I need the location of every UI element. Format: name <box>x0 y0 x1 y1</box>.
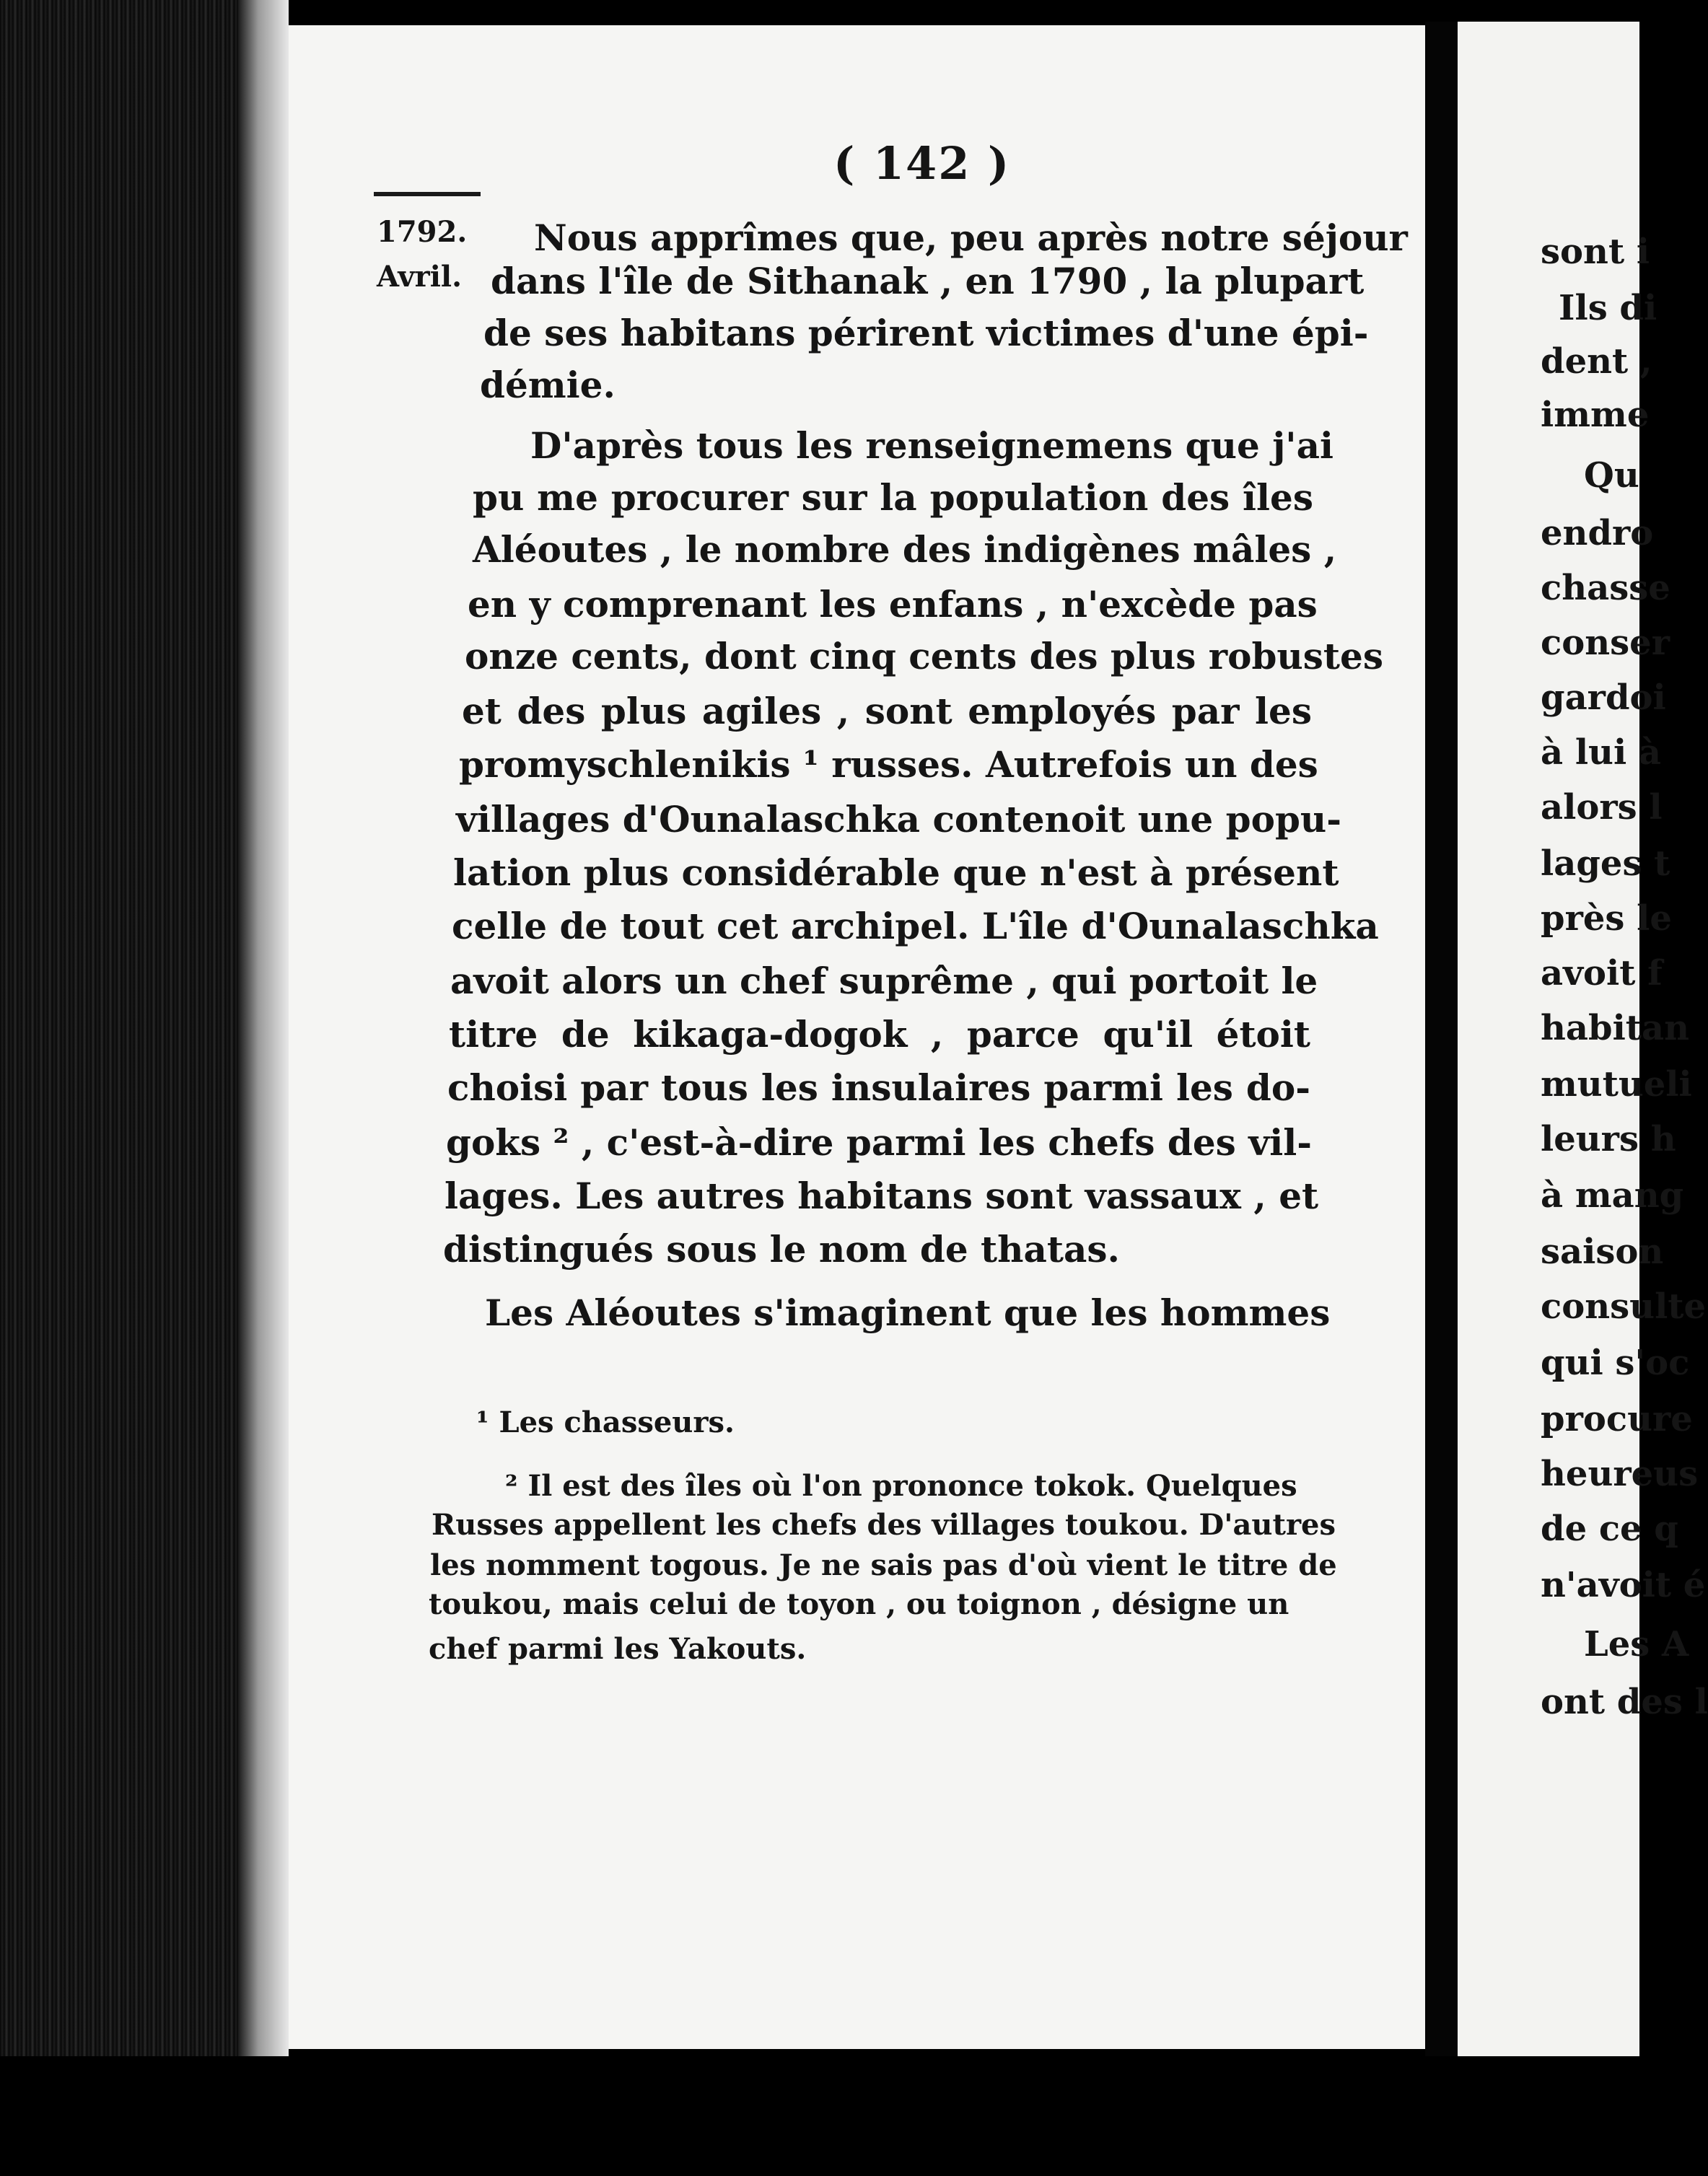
body-line: choisi par tous les insulaires parmi les do- <box>447 1066 1310 1109</box>
page-edge-shading <box>238 0 289 2092</box>
page-number: ( 142 ) <box>833 137 1011 190</box>
facing-line-fragment: mutueli <box>1541 1064 1692 1105</box>
facing-line-fragment: endro <box>1541 513 1654 553</box>
body-line: pu me procurer sur la population des îles <box>473 476 1313 519</box>
body-line: goks ² , c'est-à-dire parmi les chefs des vil- <box>446 1121 1313 1164</box>
facing-line-fragment: sont i <box>1541 232 1650 272</box>
footnote-line: toukou, mais celui de toyon , ou toignon , désigne un <box>429 1587 1289 1621</box>
body-line: lation plus considérable que n'est à présent <box>453 851 1339 894</box>
body-line: en y comprenant les enfans , n'excède pas <box>468 583 1318 626</box>
facing-line-fragment: dent , <box>1541 341 1652 382</box>
facing-line-fragment: saison <box>1541 1232 1664 1272</box>
facing-line-fragment: habitan <box>1541 1008 1689 1048</box>
body-line: distingués sous le nom de thatas. <box>443 1228 1120 1271</box>
facing-line-fragment: gardoi <box>1541 677 1666 718</box>
facing-line-fragment: Qu <box>1584 455 1639 496</box>
body-line: onze cents, dont cinq cents des plus robustes <box>465 635 1383 677</box>
footnote-line: les nomment togous. Je ne sais pas d'où vient le titre de <box>430 1548 1337 1582</box>
footnote-line: ¹ Les chasseurs. <box>476 1405 735 1439</box>
facing-line-fragment: imme <box>1541 395 1650 435</box>
facing-line-fragment: alors l <box>1541 787 1663 828</box>
body-line: villages d'Ounalaschka contenoit une popu- <box>456 798 1342 841</box>
gutter-shadow <box>1425 22 1458 2056</box>
body-line: dans l'île de Sithanak , en 1790 , la plupart <box>491 260 1365 302</box>
facing-line-fragment: Les A <box>1584 1624 1689 1664</box>
facing-line-fragment: de ce q <box>1541 1509 1678 1549</box>
facing-line-fragment: avoit f <box>1541 953 1663 993</box>
header-rule <box>374 192 481 196</box>
facing-line-fragment: conser <box>1541 623 1670 663</box>
facing-line-fragment: à mang <box>1541 1175 1684 1216</box>
facing-line-fragment: qui s'oc <box>1541 1343 1690 1383</box>
facing-line-fragment: près le <box>1541 898 1672 939</box>
body-line: Aléoutes , le nombre des indigènes mâles , <box>473 528 1337 571</box>
facing-line-fragment: chasse <box>1541 568 1670 608</box>
body-line: démie. <box>480 364 616 406</box>
footnote-line: ² Il est des îles où l'on prononce tokok. Quelques <box>505 1469 1297 1503</box>
facing-line-fragment: procure <box>1541 1399 1693 1439</box>
body-line: lages. Les autres habitans sont vassaux , et <box>444 1175 1319 1217</box>
facing-line-fragment: ont des l <box>1541 1682 1708 1722</box>
body-line: de ses habitans périrent victimes d'une épi- <box>483 312 1369 354</box>
footnote-line: chef parmi les Yakouts. <box>429 1632 807 1666</box>
facing-page <box>1458 22 1708 2063</box>
facing-line-fragment: n'avoit é <box>1541 1565 1706 1605</box>
facing-line-fragment: leurs h <box>1541 1119 1676 1159</box>
body-line: promyschlenikis ¹ russes. Autrefois un des <box>459 743 1318 786</box>
footnote-line: Russes appellent les chefs des villages toukou. D'autres <box>432 1508 1336 1542</box>
body-line: Nous apprîmes que, peu après notre séjour <box>534 216 1408 259</box>
margin-month: Avril. <box>377 260 463 294</box>
facing-line-fragment: Ils di <box>1559 288 1657 328</box>
body-line: D'après tous les renseignemens que j'ai <box>530 424 1333 467</box>
margin-year: 1792. <box>377 215 468 249</box>
body-line: titre de kikaga-dogok , parce qu'il étoit <box>449 1013 1310 1056</box>
facing-line-fragment: consulte <box>1541 1286 1707 1327</box>
facing-line-fragment: à lui à <box>1541 732 1661 773</box>
facing-line-fragment: heureus <box>1541 1454 1699 1494</box>
body-line: et des plus agiles , sont employés par les <box>462 690 1312 732</box>
body-line: avoit alors un chef suprême , qui portoit le <box>450 960 1318 1002</box>
facing-line-fragment: lages t <box>1541 843 1670 884</box>
body-line: celle de tout cet archipel. L'île d'Ounalaschka <box>452 905 1379 947</box>
body-line: Les Aléoutes s'imaginent que les hommes <box>485 1291 1331 1334</box>
scan-border <box>0 2056 1639 2176</box>
